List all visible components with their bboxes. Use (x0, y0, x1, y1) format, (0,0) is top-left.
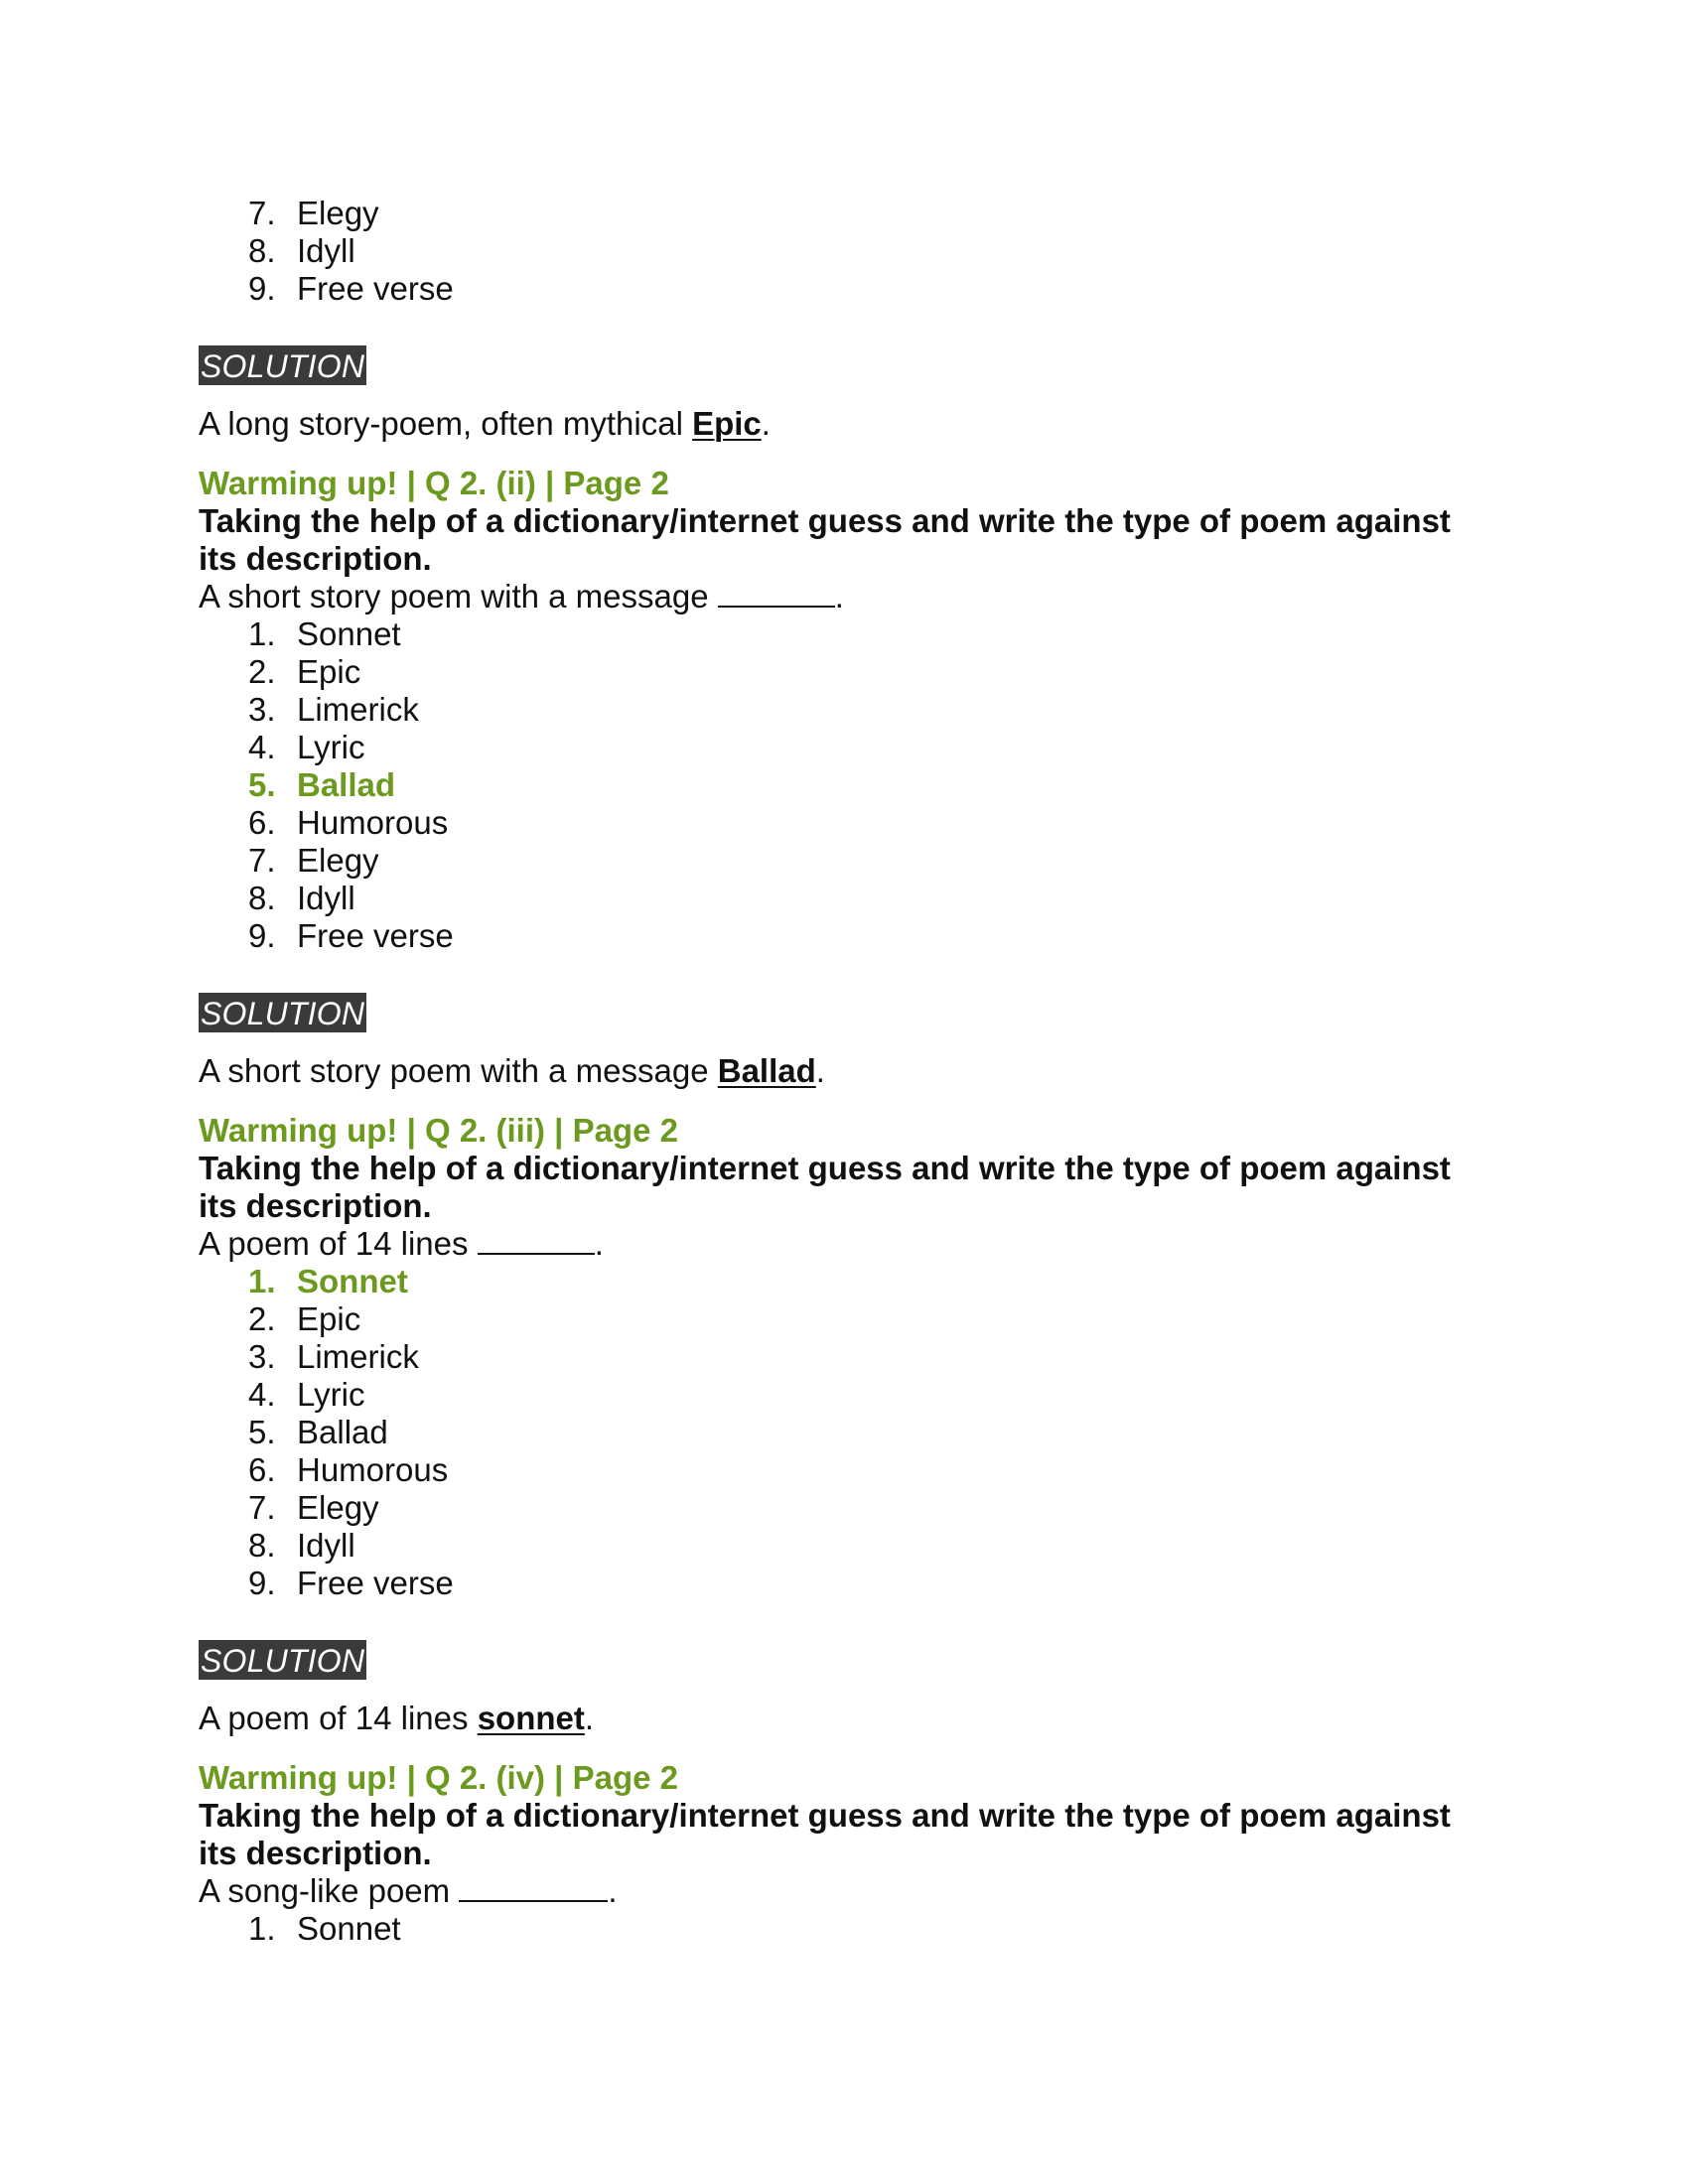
question-prompt: A song-like poem . (199, 1872, 618, 1909)
answer-blank (478, 1225, 595, 1255)
question-block (199, 1112, 1489, 1737)
question-prompt: A short story poem with a message . (199, 578, 844, 614)
option-item: 9. Free verse (248, 1565, 454, 1601)
options-list (199, 1263, 1489, 1602)
solution-text: A short story poem with a message Ballad. (199, 1052, 825, 1089)
option-item: 7. Elegy (248, 1489, 379, 1526)
question-instruction: Taking the help of a dictionary/internet guess and write the type of poem against its description. (199, 1150, 1451, 1224)
solution-answer: Epic (692, 405, 762, 442)
option-item: 4. Lyric (248, 729, 365, 765)
document-page (199, 195, 1489, 1948)
option-item: 2. Epic (248, 653, 361, 690)
option-item-correct: 1. Sonnet (248, 1263, 408, 1299)
options-list (199, 1910, 1489, 1948)
question-instruction: Taking the help of a dictionary/internet guess and write the type of poem against its description. (199, 1797, 1451, 1871)
option-item: 2. Epic (248, 1300, 361, 1337)
option-item: 8. Idyll (248, 232, 355, 269)
solution-text: A poem of 14 lines sonnet. (199, 1700, 595, 1736)
option-item: 6. Humorous (248, 1451, 449, 1488)
option-item: 9. Free verse (248, 270, 454, 307)
answer-blank (718, 578, 835, 608)
option-item: 1. Sonnet (248, 615, 401, 652)
question-prompt: A poem of 14 lines . (199, 1225, 604, 1262)
option-item-correct: 5. Ballad (248, 766, 396, 803)
solution-answer: Ballad (717, 1052, 816, 1089)
option-item: 8. Idyll (248, 880, 355, 916)
options-list (199, 615, 1489, 955)
option-item: 4. Lyric (248, 1376, 365, 1413)
option-item: 1. Sonnet (248, 1910, 401, 1947)
option-item: 8. Idyll (248, 1527, 355, 1564)
solution-section (199, 345, 1489, 443)
option-item: 6. Humorous (248, 804, 449, 841)
option-item: 5. Ballad (248, 1414, 388, 1450)
option-item: 7. Elegy (248, 195, 379, 231)
question-heading: Warming up! | Q 2. (iii) | Page 2 (199, 1112, 678, 1149)
solution-answer: sonnet (477, 1700, 585, 1736)
options-list-continued (199, 195, 1489, 308)
option-item: 3. Limerick (248, 1338, 419, 1375)
solution-section (199, 993, 1489, 1090)
solution-badge: SOLUTION (199, 993, 366, 1032)
question-instruction: Taking the help of a dictionary/internet guess and write the type of poem against its description. (199, 502, 1451, 577)
option-item: 3. Limerick (248, 691, 419, 728)
option-item: 7. Elegy (248, 842, 379, 879)
question-heading: Warming up! | Q 2. (ii) | Page 2 (199, 465, 669, 501)
solution-badge: SOLUTION (199, 1640, 366, 1680)
solution-section (199, 1640, 1489, 1737)
solution-text: A long story-poem, often mythical Epic. (199, 405, 771, 442)
solution-badge: SOLUTION (199, 345, 366, 385)
question-block (199, 1759, 1489, 1948)
answer-blank (459, 1872, 608, 1902)
question-heading: Warming up! | Q 2. (iv) | Page 2 (199, 1759, 678, 1796)
option-item: 9. Free verse (248, 917, 454, 954)
question-block (199, 465, 1489, 1090)
